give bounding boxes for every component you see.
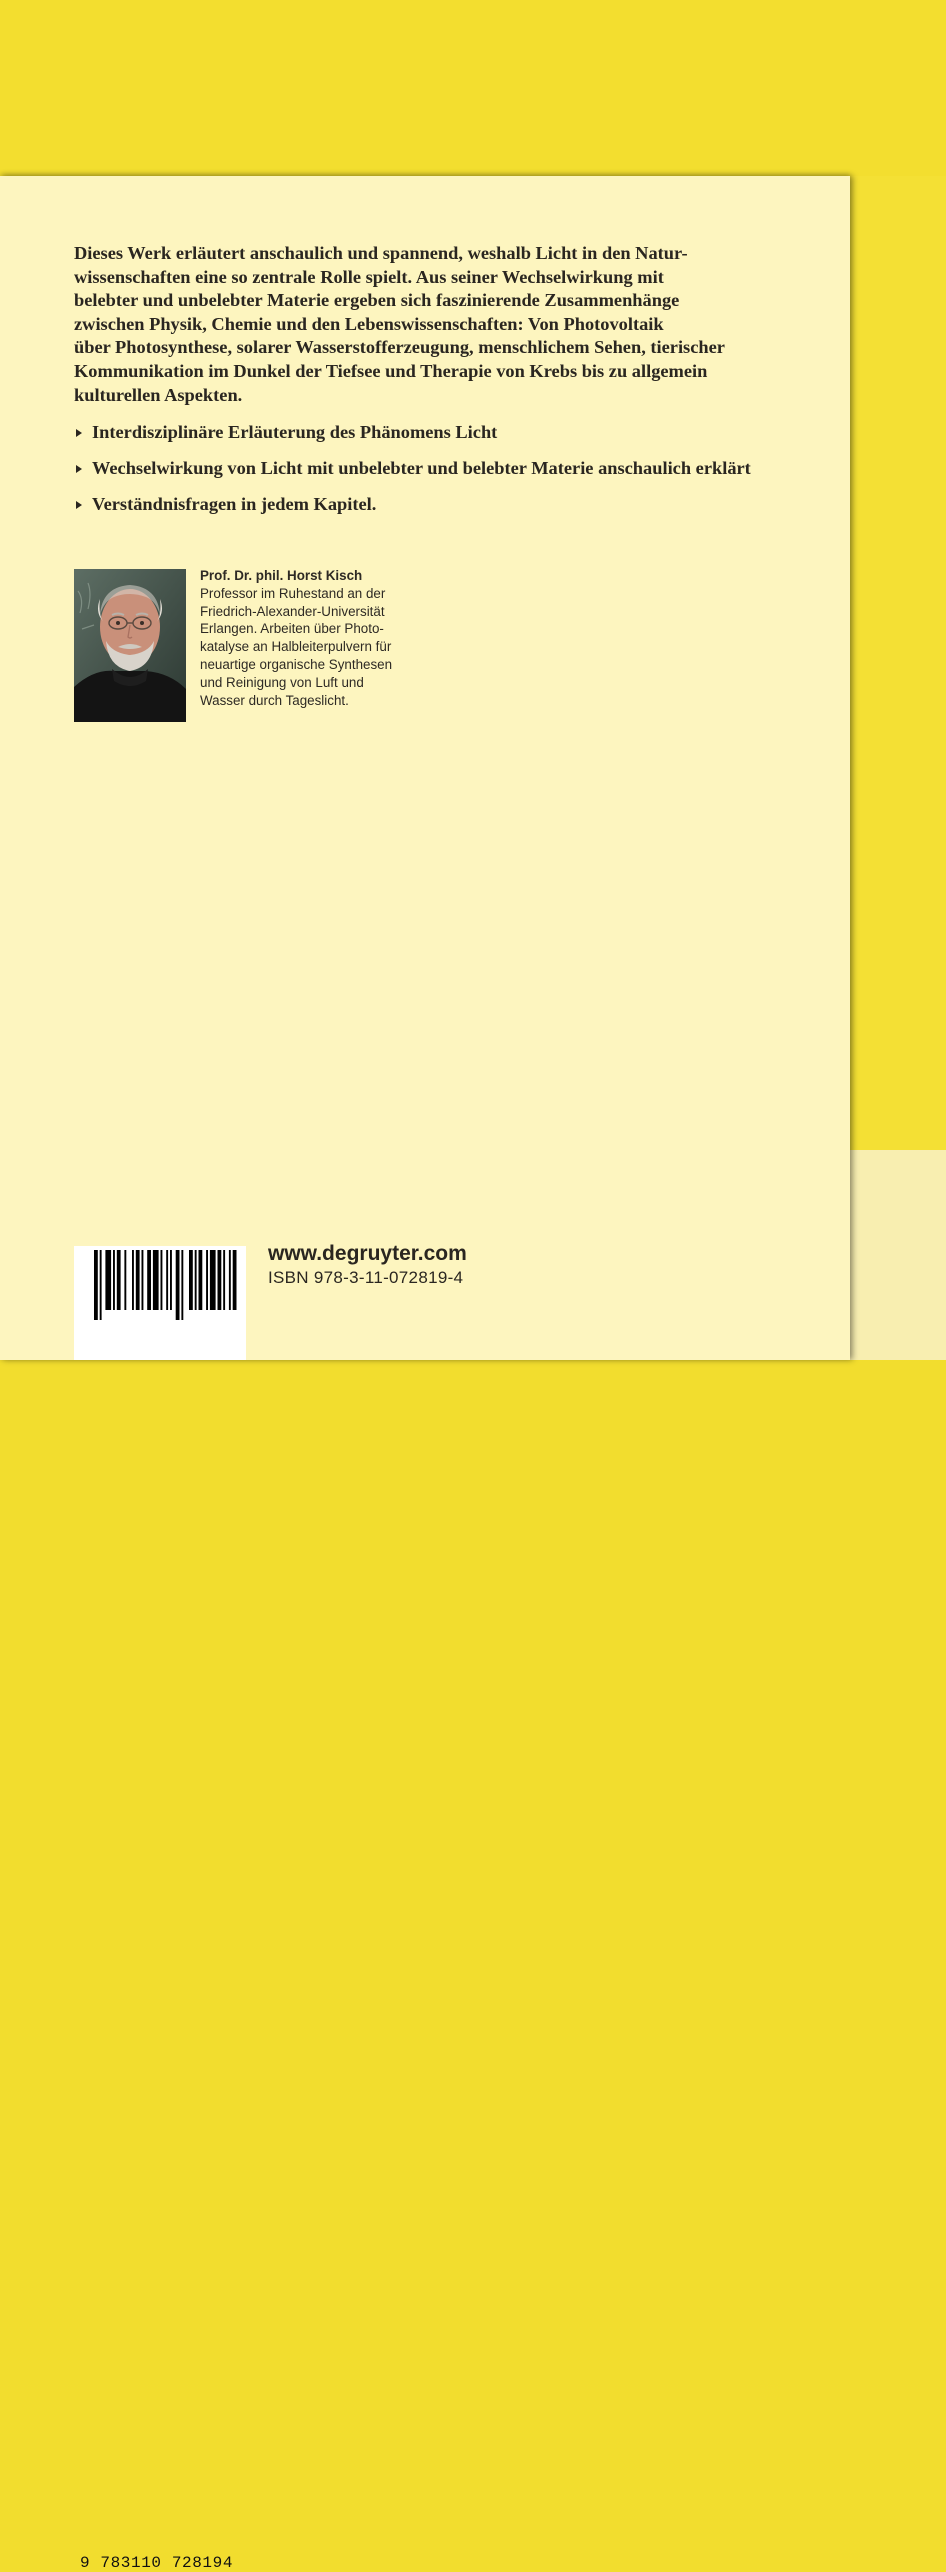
feature-text: Verständnisfragen in jedem Kapitel. <box>92 494 377 514</box>
blurb-text <box>74 242 774 407</box>
bottom-right-corner <box>850 1150 946 1360</box>
top-yellow-band <box>0 0 946 176</box>
barcode-bar <box>223 1250 225 1310</box>
barcode-bar <box>176 1250 180 1320</box>
feature-list <box>74 418 814 526</box>
barcode-bar <box>94 1250 98 1320</box>
barcode-bar <box>218 1250 222 1310</box>
bio-line: neuartige organische Synthesen <box>200 656 393 672</box>
author-portrait-image <box>74 569 186 722</box>
barcode-bar <box>153 1250 159 1310</box>
author-photo <box>74 569 186 722</box>
barcode-bar <box>195 1250 197 1310</box>
barcode-bar <box>117 1250 121 1310</box>
barcode-bar <box>229 1250 231 1310</box>
barcode-bar <box>136 1250 140 1310</box>
barcode <box>74 1246 246 2572</box>
barcode-bar <box>105 1250 111 1310</box>
triangle-bullet-icon <box>76 501 82 509</box>
barcode-bar <box>189 1250 193 1310</box>
barcode-bar <box>161 1250 163 1310</box>
barcode-bar <box>166 1250 168 1310</box>
barcode-bar <box>233 1250 237 1310</box>
bio-line: und Reinigung von Luft und <box>200 674 364 690</box>
blurb-line: wissenschaften eine so zentrale Rolle spielt. Aus seiner Wechselwirkung mit <box>74 266 664 287</box>
blurb-line: Dieses Werk erläutert anschaulich und spannend, weshalb Licht in den Natur- <box>74 243 688 263</box>
feature-text: Interdisziplinäre Erläuterung des Phänomens Licht <box>92 422 498 442</box>
barcode-bar <box>124 1250 126 1310</box>
blurb-line: belebter und unbelebter Materie ergeben sich faszinierende Zusammenhänge <box>74 290 680 311</box>
isbn-number: ISBN 978-3-11-072819-4 <box>268 1268 464 1287</box>
triangle-bullet-icon <box>76 429 82 437</box>
feature-item <box>74 490 814 526</box>
bio-line: katalyse an Halbleiterpulvern für <box>200 639 392 655</box>
bio-line: Friedrich-Alexander-Universität <box>200 603 385 619</box>
blurb-line: zwischen Physik, Chemie und den Lebenswissenschaften: Von Photovoltaik <box>74 313 664 334</box>
barcode-bar <box>199 1250 203 1310</box>
blurb-line: über Photosynthese, solarer Wasserstofferzeugung, menschlichem Sehen, tierischer <box>74 337 725 358</box>
bio-line: Professor im Ruhestand an der <box>200 585 386 601</box>
barcode-bar <box>147 1250 151 1310</box>
barcode-bar <box>132 1250 134 1310</box>
barcode-bar <box>210 1250 216 1310</box>
barcode-bar <box>206 1250 208 1310</box>
right-yellow-band <box>850 176 946 1150</box>
publisher-website: www.degruyter.com <box>268 1242 467 1265</box>
barcode-digits: 9 783110 728194 <box>80 2554 234 2572</box>
triangle-bullet-icon <box>76 465 82 473</box>
bio-line: Erlangen. Arbeiten über Photo- <box>200 621 384 637</box>
bio-line: Wasser durch Tageslicht. <box>200 692 349 708</box>
blurb-line: kulturellen Aspekten. <box>74 384 243 405</box>
author-name: Prof. Dr. phil. Horst Kisch <box>200 568 363 583</box>
barcode-bar <box>100 1250 102 1320</box>
barcode-bars-image <box>74 1246 246 1360</box>
barcode-bar <box>170 1250 172 1310</box>
barcode-bar <box>181 1250 183 1320</box>
barcode-bar <box>142 1250 144 1310</box>
feature-text: Wechselwirkung von Licht mit unbelebter und belebter Materie anschaulich erklärt <box>92 458 751 478</box>
feature-item <box>74 454 814 490</box>
barcode-bar <box>113 1250 115 1310</box>
blurb-line: Kommunikation im Dunkel der Tiefsee und Therapie von Krebs bis zu allgemein <box>74 360 708 381</box>
author-bio <box>200 567 430 709</box>
feature-item <box>74 418 814 454</box>
